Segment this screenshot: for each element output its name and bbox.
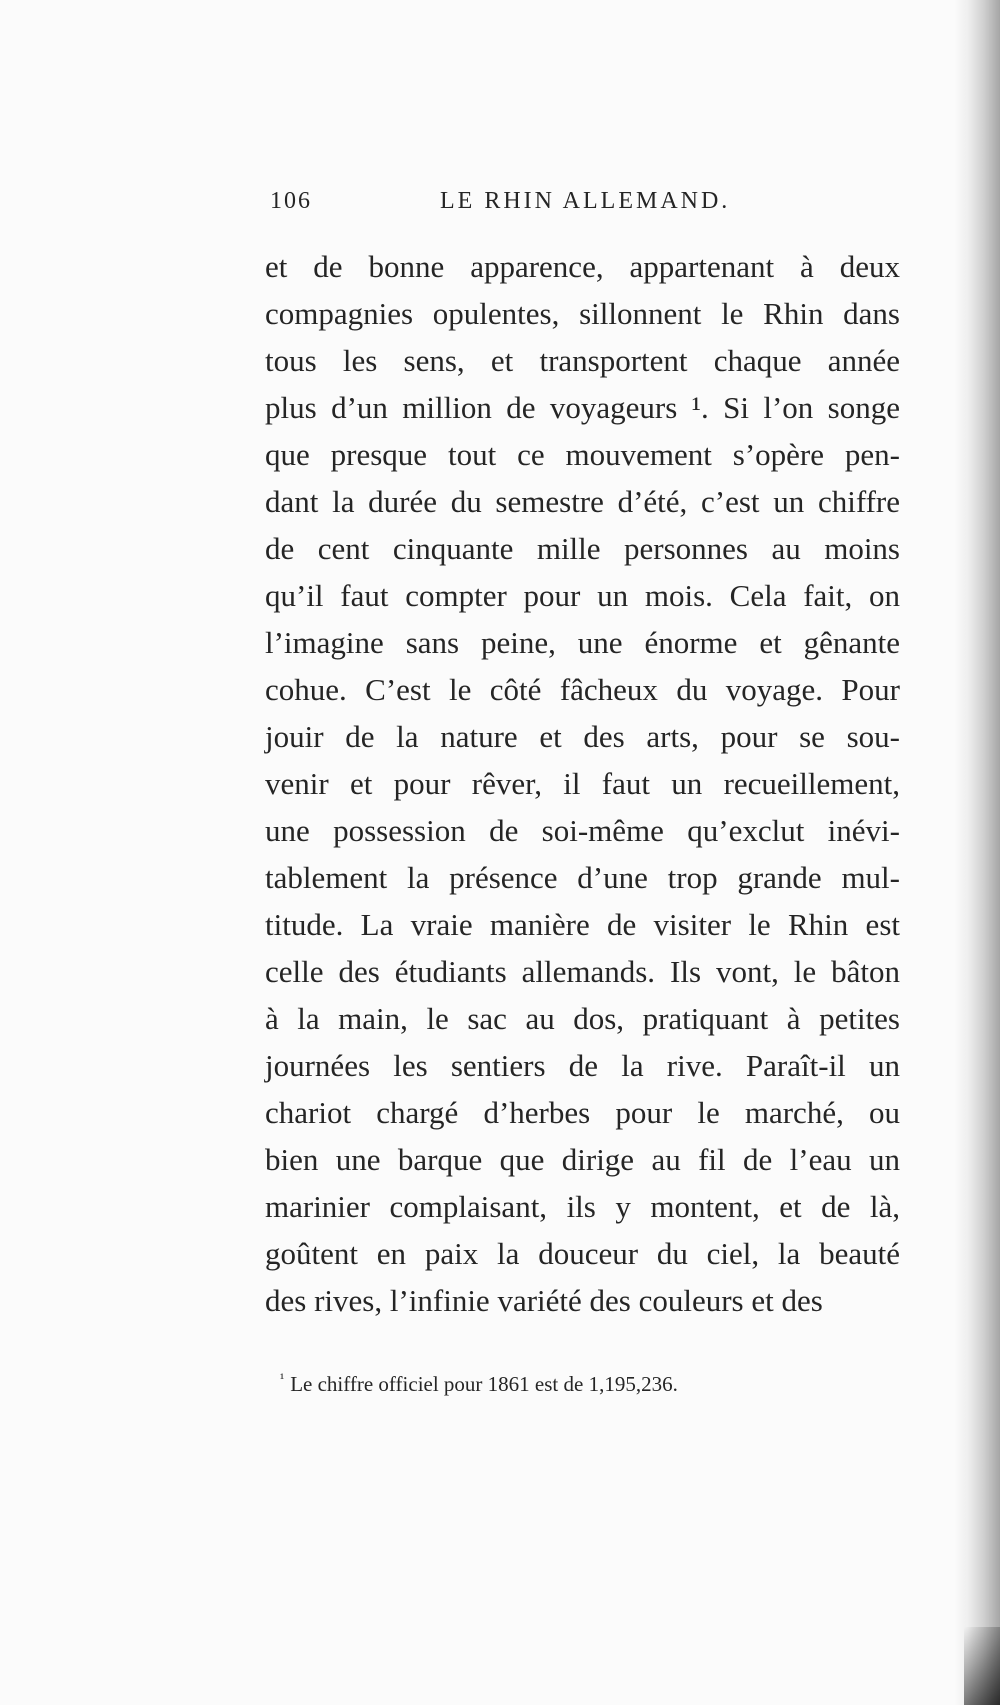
text-line: cohue. C’est le côté fâcheux du voyage. Pour xyxy=(265,672,900,707)
text-line: chariot chargé d’herbes pour le marché, ou xyxy=(265,1095,900,1130)
text-line: jouir de la nature et des arts, pour se sou- xyxy=(265,719,900,754)
text-line: celle des étudiants allemands. Ils vont, le bâton xyxy=(265,954,900,989)
text-line: venir et pour rêver, il faut un recueillement, xyxy=(265,766,900,801)
page-edge-shadow xyxy=(954,0,1000,1705)
text-line: tablement la présence d’une trop grande mul- xyxy=(265,860,900,895)
text-line: que presque tout ce mouvement s’opère pen- xyxy=(265,437,900,472)
text-line: dant la durée du semestre d’été, c’est un chiffre xyxy=(265,484,900,519)
running-title: LE RHIN ALLEMAND. xyxy=(440,188,731,214)
running-header xyxy=(270,188,870,218)
text-line: compagnies opulentes, sillonnent le Rhin dans xyxy=(265,296,900,331)
text-line: à la main, le sac au dos, pratiquant à petites xyxy=(265,1001,900,1036)
text-line: de cent cinquante mille personnes au moins xyxy=(265,531,900,566)
page-corner-shadow xyxy=(964,1627,1000,1705)
text-line: l’imagine sans peine, une énorme et gênante xyxy=(265,625,900,660)
text-line: et de bonne apparence, appartenant à deux xyxy=(265,249,900,284)
text-line: bien une barque que dirige au fil de l’eau un xyxy=(265,1142,900,1177)
text-line: des rives, l’infinie variété des couleurs et des xyxy=(265,1283,823,1318)
text-line: plus d’un million de voyageurs ¹. Si l’on songe xyxy=(265,390,900,425)
text-line: goûtent en paix la douceur du ciel, la beauté xyxy=(265,1236,900,1271)
footnote-text: Le chiffre officiel pour 1861 est de 1,195,236. xyxy=(290,1372,678,1396)
body-text xyxy=(265,243,900,1324)
page-number: 106 xyxy=(270,188,312,214)
text-line: journées les sentiers de la rive. Paraît-il un xyxy=(265,1048,900,1083)
text-line: qu’il faut compter pour un mois. Cela fait, on xyxy=(265,578,900,613)
text-line: titude. La vraie manière de visiter le Rhin est xyxy=(265,907,900,942)
text-line: marinier complaisant, ils y montent, et de là, xyxy=(265,1189,900,1224)
text-line: tous les sens, et transportent chaque année xyxy=(265,343,900,378)
text-line: une possession de soi-même qu’exclut inévi- xyxy=(265,813,900,848)
footnote-marker: ¹ xyxy=(280,1372,285,1387)
footnote xyxy=(280,1372,840,1397)
